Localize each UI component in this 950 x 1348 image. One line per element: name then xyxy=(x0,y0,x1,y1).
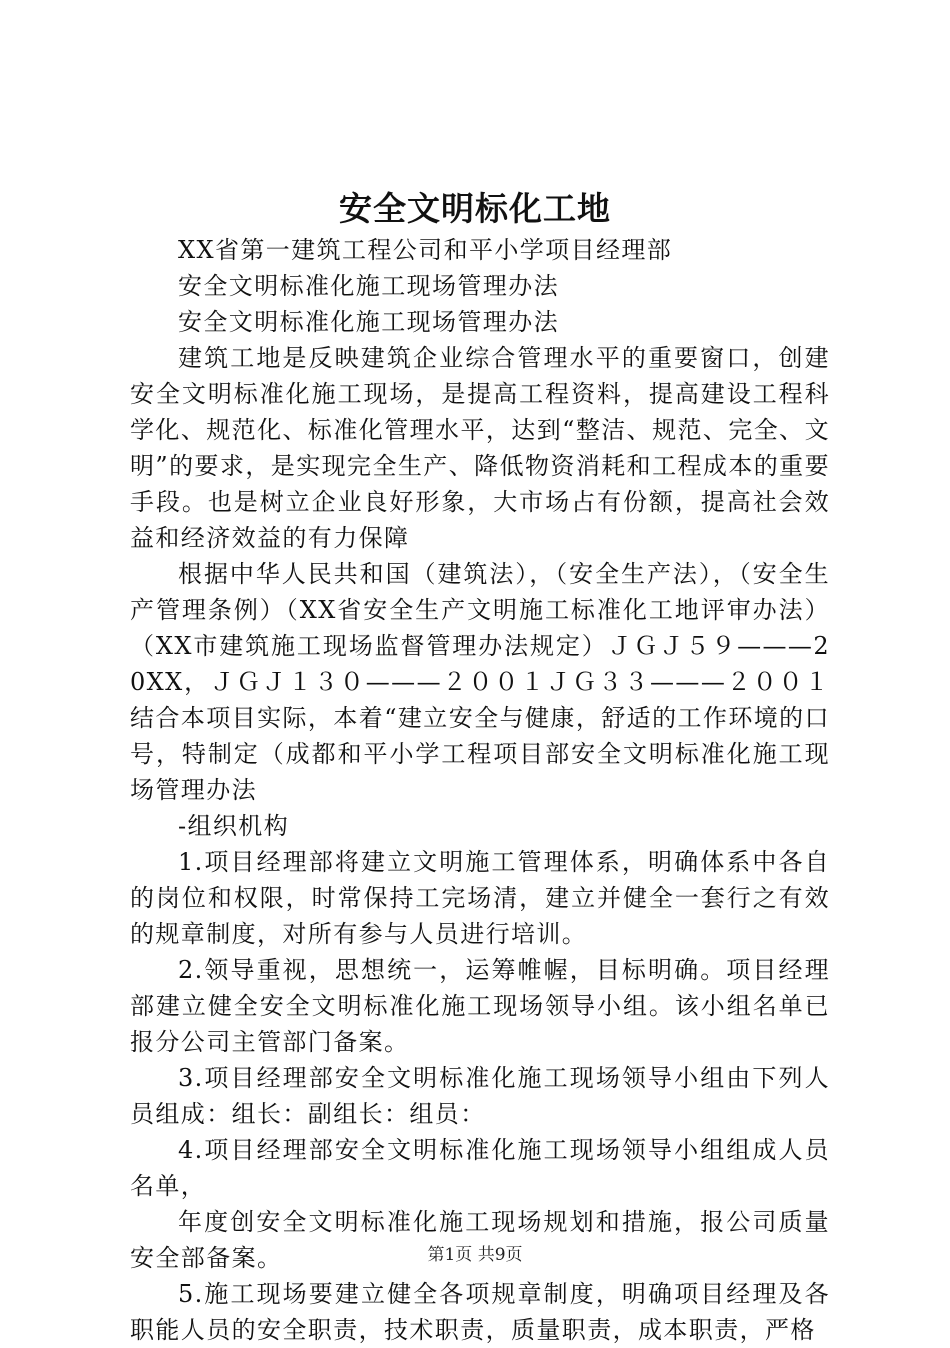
list-item: 3.项目经理部安全文明标准化施工现场领导小组由下列人员组成：组长：副组长：组员： xyxy=(130,1064,830,1128)
subtitle-line: 安全文明标准化施工现场管理办法 xyxy=(178,272,559,300)
section-heading: -组织机构 xyxy=(178,812,290,840)
body-paragraph: 年度创安全文明标准化施工现场规划和措施，报公司质量安全部备案。 xyxy=(130,1208,830,1272)
document-title: 安全文明标化工地 xyxy=(339,189,611,228)
document-body xyxy=(130,232,830,1348)
body-paragraph: 根据中华人民共和国（建筑法），（安全生产法），（安全生产管理条例）（XX省安全生产文明施工标准化工地评审办法）（XX市建筑施工现场监督管理办法规定）ＪＧＪ５９———20XX，ＪＧＪ１３０———２００１ＪＧ３３———２００１结合本项目实际，本着“建立安全与健康，舒适的工作环境的口号，特制定（成都和平小学工程项目部安全文明标准化施工现场管理办法 xyxy=(130,560,830,804)
list-item: 5.施工现场要建立健全各项规章制度，明确项目经理及各职能人员的安全职责，技术职责，质量职责，成本职责，严格 xyxy=(130,1280,830,1344)
org-header-line: XX省第一建筑工程公司和平小学项目经理部 xyxy=(178,236,673,264)
page-footer: 第1页 共9页 xyxy=(427,1245,523,1265)
list-item: 1.项目经理部将建立文明施工管理体系，明确体系中各自的岗位和权限，时常保持工完场清，建立并健全一套行之有效的规章制度，对所有参与人员进行培训。 xyxy=(130,848,830,948)
body-paragraph: 建筑工地是反映建筑企业综合管理水平的重要窗口，创建安全文明标准化施工现场，是提高工程资料，提高建设工程科学化、规范化、标准化管理水平，达到“整洁、规范、完全、文明”的要求，是实现完全生产、降低物资消耗和工程成本的重要手段。也是树立企业良好形象，大市场占有份额，提高社会效益和经济效益的有力保障 xyxy=(130,344,830,552)
subtitle-line: 安全文明标准化施工现场管理办法 xyxy=(178,308,559,336)
list-item: 2.领导重视，思想统一，运筹帷幄，目标明确。项目经理部建立健全安全文明标准化施工现场领导小组。该小组名单已报分公司主管部门备案。 xyxy=(130,956,830,1056)
list-item: 4.项目经理部安全文明标准化施工现场领导小组组成人员名单， xyxy=(130,1136,830,1200)
